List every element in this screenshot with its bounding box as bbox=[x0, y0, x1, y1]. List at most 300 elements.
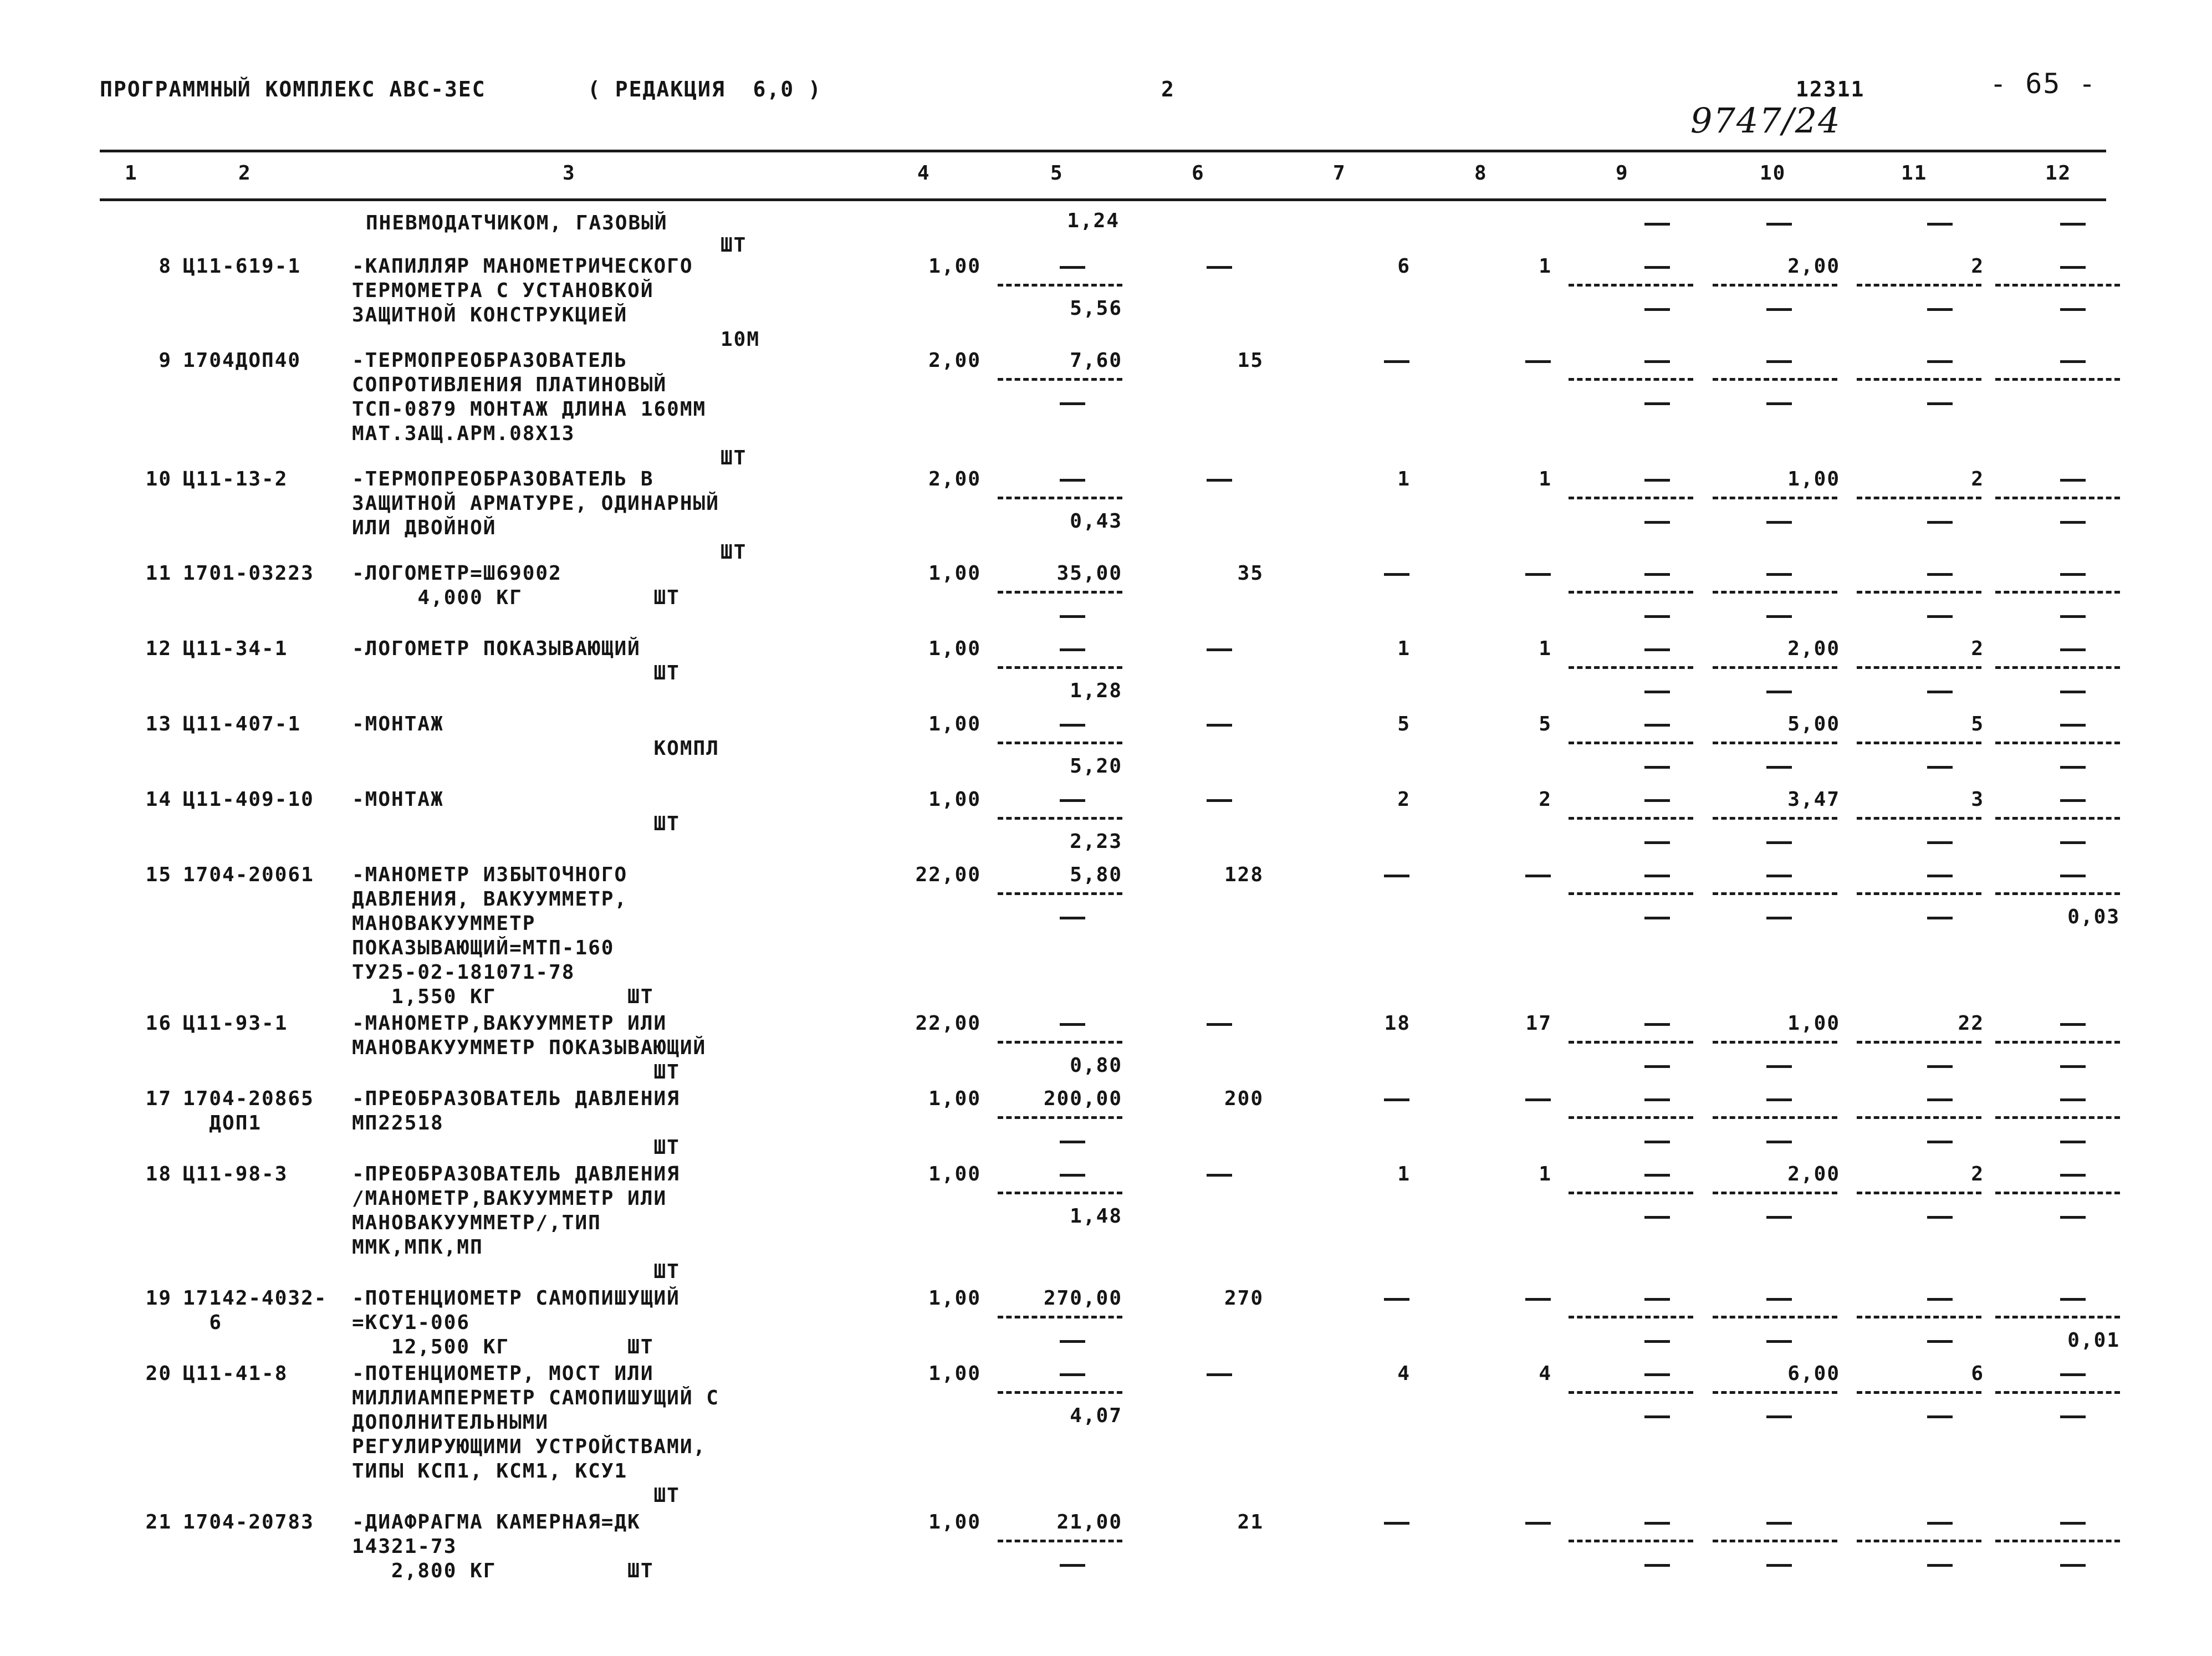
row-16-col7: 18 bbox=[1384, 1012, 1411, 1035]
row-9-description: МАТ.ЗАЩ.АРМ.08Х13 bbox=[352, 422, 575, 445]
row-11-description: -ЛОГОМЕТР=Ш69002 bbox=[352, 562, 562, 585]
page-number: - 65 - bbox=[1990, 68, 2097, 100]
row-10-c11-rule bbox=[1857, 497, 1981, 499]
header-rule-bottom bbox=[100, 198, 2106, 201]
row-15-c12-dash bbox=[2060, 875, 2086, 877]
column-header-8: 8 bbox=[1474, 162, 1488, 185]
row-17-c11-dash bbox=[1927, 1098, 1953, 1101]
row-19-description: 12,500 КГ ШТ bbox=[352, 1336, 654, 1358]
row-11-c12-dash bbox=[2060, 573, 2086, 576]
row-13-col6-dash bbox=[1207, 724, 1232, 727]
row-13-c12b-dash bbox=[2060, 766, 2086, 769]
row-8-col5-rule bbox=[998, 284, 1122, 287]
row-19-c10-rule bbox=[1713, 1316, 1837, 1318]
row-13-description: -МОНТАЖ bbox=[352, 713, 444, 735]
row-20-col6-dash bbox=[1207, 1373, 1232, 1376]
row-18-c12b-dash bbox=[2060, 1216, 2086, 1219]
row-20-c12-dash bbox=[2060, 1373, 2086, 1376]
row-9-c10-rule bbox=[1713, 378, 1837, 381]
row-14-col5-sub: 2,23 bbox=[1070, 830, 1122, 853]
row-10-description: ИЛИ ДВОЙНОЙ bbox=[352, 517, 497, 539]
row-14-col5-rule bbox=[998, 817, 1122, 820]
row-14-description: ШТ bbox=[352, 812, 680, 835]
row-19-c9b-dash bbox=[1644, 1340, 1670, 1343]
row-20-number: 20 bbox=[145, 1362, 172, 1385]
continuation-c10-dash bbox=[1766, 223, 1792, 226]
row-11-c10-dash bbox=[1766, 573, 1792, 576]
row-15-c10b-dash bbox=[1766, 917, 1792, 919]
row-21-col6: 21 bbox=[1237, 1511, 1264, 1534]
row-14-c10b-dash bbox=[1766, 841, 1792, 844]
row-8-number: 8 bbox=[159, 255, 172, 278]
column-header-3: 3 bbox=[563, 162, 576, 185]
row-11-col5-rule bbox=[998, 591, 1122, 594]
section-number: 2 bbox=[1161, 77, 1175, 101]
row-21-c12b-dash bbox=[2060, 1564, 2086, 1567]
row-21-c10-dash bbox=[1766, 1522, 1792, 1525]
row-8-description: -КАПИЛЛЯР МАНОМЕТРИЧЕСКОГО bbox=[352, 255, 693, 278]
row-10-c12-rule bbox=[1995, 497, 2120, 499]
row-13-col5-sub: 5,20 bbox=[1070, 755, 1122, 778]
row-14-col8: 2 bbox=[1539, 788, 1552, 811]
row-17-col5-sub-dash bbox=[1060, 1141, 1085, 1143]
row-9-number: 9 bbox=[159, 349, 172, 372]
row-14-c9-rule bbox=[1569, 817, 1693, 820]
row-21-col5-sub-dash bbox=[1060, 1564, 1085, 1567]
row-11-code: 1701-03223 bbox=[183, 562, 314, 585]
row-10-col4: 2,00 bbox=[928, 468, 981, 490]
row-8-c9-rule bbox=[1569, 284, 1693, 287]
row-17-c12-rule bbox=[1995, 1116, 2120, 1119]
row-19-c10b-dash bbox=[1766, 1340, 1792, 1343]
row-20-c11: 6 bbox=[1971, 1362, 1984, 1385]
row-9-col5-rule bbox=[998, 378, 1122, 381]
row-14-description: -МОНТАЖ bbox=[352, 788, 444, 811]
row-14-c9b-dash bbox=[1644, 841, 1670, 844]
column-header-10: 10 bbox=[1760, 162, 1786, 185]
row-15-description: ТУ25-02-181071-78 bbox=[352, 961, 575, 984]
row-20-c10b-dash bbox=[1766, 1415, 1792, 1418]
row-10-code: Ц11-13-2 bbox=[183, 468, 288, 490]
row-8-c10: 2,00 bbox=[1787, 255, 1840, 278]
row-12-c12-dash bbox=[2060, 648, 2086, 651]
row-16-c11-rule bbox=[1857, 1041, 1981, 1044]
header-rule-top bbox=[100, 150, 2106, 152]
row-11-number: 11 bbox=[145, 562, 172, 585]
row-20-c12b-dash bbox=[2060, 1415, 2086, 1418]
row-9-col4: 2,00 bbox=[928, 349, 981, 372]
row-18-c11: 2 bbox=[1971, 1163, 1984, 1185]
row-10-c10b-dash bbox=[1766, 521, 1792, 524]
row-12-col5-rule bbox=[998, 666, 1122, 669]
row-19-col4: 1,00 bbox=[928, 1287, 981, 1310]
row-21-c12-rule bbox=[1995, 1540, 2120, 1542]
row-16-col5-rule bbox=[998, 1041, 1122, 1044]
row-19-col5-rule bbox=[998, 1316, 1122, 1318]
row-9-c12-dash bbox=[2060, 360, 2086, 363]
row-9-description: ТСП-0879 МОНТАЖ ДЛИНА 160ММ bbox=[352, 398, 707, 421]
row-9-c10b-dash bbox=[1766, 402, 1792, 405]
row-21-c11-dash bbox=[1927, 1522, 1953, 1525]
row-20-description: РЕГУЛИРУЮЩИМИ УСТРОЙСТВАМИ, bbox=[352, 1435, 707, 1458]
row-14-c11b-dash bbox=[1927, 841, 1953, 844]
row-16-c12-dash bbox=[2060, 1023, 2086, 1026]
row-17-c9b-dash bbox=[1644, 1141, 1670, 1143]
row-12-c10: 2,00 bbox=[1787, 637, 1840, 660]
row-13-c9b-dash bbox=[1644, 766, 1670, 769]
row-11-c9b-dash bbox=[1644, 615, 1670, 618]
row-8-description: ТЕРМОМЕТРА С УСТАНОВКОЙ bbox=[352, 279, 654, 302]
row-19-col5: 270,00 bbox=[1043, 1287, 1122, 1310]
row-15-description: МАНОВАКУУММЕТР bbox=[352, 912, 536, 935]
row-15-c10-dash bbox=[1766, 875, 1792, 877]
row-8-c12-rule bbox=[1995, 284, 2120, 287]
row-11-c11b-dash bbox=[1927, 615, 1953, 618]
row-15-col5: 5,80 bbox=[1070, 863, 1122, 886]
row-15-col6: 128 bbox=[1224, 863, 1264, 886]
row-21-c9b-dash bbox=[1644, 1564, 1670, 1567]
row-17-description: ШТ bbox=[352, 1136, 680, 1159]
row-12-col4: 1,00 bbox=[928, 637, 981, 660]
row-17-col7-dash bbox=[1384, 1098, 1409, 1101]
row-16-description: -МАНОМЕТР,ВАКУУММЕТР ИЛИ bbox=[352, 1012, 667, 1035]
row-9-col6: 15 bbox=[1237, 349, 1264, 372]
row-12-c12b-dash bbox=[2060, 691, 2086, 693]
row-21-col7-dash bbox=[1384, 1522, 1409, 1525]
row-9-c11-rule bbox=[1857, 378, 1981, 381]
row-9-col5-sub-dash bbox=[1060, 402, 1085, 405]
row-9-unit: 10М bbox=[721, 328, 760, 351]
row-20-col7: 4 bbox=[1397, 1362, 1411, 1385]
row-12-c12-rule bbox=[1995, 666, 2120, 669]
row-18-c12-rule bbox=[1995, 1192, 2120, 1194]
row-10-c9-dash bbox=[1644, 479, 1670, 482]
row-8-col8: 1 bbox=[1539, 255, 1552, 278]
row-16-c9-dash bbox=[1644, 1023, 1670, 1026]
row-21-c11-rule bbox=[1857, 1540, 1981, 1542]
row-20-c11b-dash bbox=[1927, 1415, 1953, 1418]
row-13-col5-rule bbox=[998, 742, 1122, 744]
row-16-c12-rule bbox=[1995, 1041, 2120, 1044]
row-14-col5-dash bbox=[1060, 799, 1085, 802]
row-13-col5-dash bbox=[1060, 724, 1085, 727]
row-21-col4: 1,00 bbox=[928, 1511, 981, 1534]
row-8-c9b-dash bbox=[1644, 308, 1670, 311]
row-12-col5-dash bbox=[1060, 648, 1085, 651]
row-13-col8: 5 bbox=[1539, 713, 1552, 735]
row-17-description: МП22518 bbox=[352, 1112, 444, 1134]
row-11-c10-rule bbox=[1713, 591, 1837, 594]
row-20-code: Ц11-41-8 bbox=[183, 1362, 288, 1385]
row-18-col7: 1 bbox=[1397, 1163, 1411, 1185]
row-9-description: СОПРОТИВЛЕНИЯ ПЛАТИНОВЫЙ bbox=[352, 374, 667, 396]
column-header-2: 2 bbox=[238, 162, 252, 185]
row-14-c11-rule bbox=[1857, 817, 1981, 820]
row-15-number: 15 bbox=[145, 863, 172, 886]
row-17-c10b-dash bbox=[1766, 1141, 1792, 1143]
row-18-col5-dash bbox=[1060, 1174, 1085, 1177]
row-16-c11b-dash bbox=[1927, 1065, 1953, 1068]
row-17-code: 1704-20865 bbox=[183, 1087, 314, 1110]
row-16-c11: 22 bbox=[1958, 1012, 1984, 1035]
document-code: 12311 bbox=[1796, 77, 1865, 101]
row-12-c10b-dash bbox=[1766, 691, 1792, 693]
row-15-col4: 22,00 bbox=[915, 863, 981, 886]
row-20-c12-rule bbox=[1995, 1391, 2120, 1394]
column-header-11: 11 bbox=[1901, 162, 1928, 185]
row-12-col5-sub: 1,28 bbox=[1070, 679, 1122, 702]
row-16-c12b-dash bbox=[2060, 1065, 2086, 1068]
row-18-description: МАНОВАКУУММЕТР/,ТИП bbox=[352, 1212, 601, 1234]
row-16-c10: 1,00 bbox=[1787, 1012, 1840, 1035]
row-16-code: Ц11-93-1 bbox=[183, 1012, 288, 1035]
row-21-c10-rule bbox=[1713, 1540, 1837, 1542]
row-13-number: 13 bbox=[145, 713, 172, 735]
row-14-number: 14 bbox=[145, 788, 172, 811]
row-15-description: 1,550 КГ ШТ bbox=[352, 985, 654, 1008]
row-15-description: -МАНОМЕТР ИЗБЫТОЧНОГО bbox=[352, 863, 628, 886]
row-20-description: ДОПОЛНИТЕЛЬНЫМИ bbox=[352, 1411, 549, 1434]
row-18-col5-sub: 1,48 bbox=[1070, 1205, 1122, 1228]
row-11-col5: 35,00 bbox=[1056, 562, 1122, 585]
row-19-col6: 270 bbox=[1224, 1287, 1264, 1310]
row-11-c12-rule bbox=[1995, 591, 2120, 594]
row-17-col5: 200,00 bbox=[1043, 1087, 1122, 1110]
row-19-c9-dash bbox=[1644, 1298, 1670, 1301]
row-15-c9-dash bbox=[1644, 875, 1670, 877]
row-10-c9-rule bbox=[1569, 497, 1693, 499]
row-16-number: 16 bbox=[145, 1012, 172, 1035]
continuation-description: ПНЕВМОДАТЧИКОМ, ГАЗОВЫЙ bbox=[366, 212, 668, 234]
row-20-c10: 6,00 bbox=[1787, 1362, 1840, 1385]
row-17-col8-dash bbox=[1525, 1098, 1551, 1101]
row-20-col8: 4 bbox=[1539, 1362, 1552, 1385]
row-10-c10-rule bbox=[1713, 497, 1837, 499]
row-21-description: -ДИАФРАГМА КАМЕРНАЯ=ДК bbox=[352, 1511, 641, 1534]
row-16-c9b-dash bbox=[1644, 1065, 1670, 1068]
row-17-c9-rule bbox=[1569, 1116, 1693, 1119]
row-11-description: 4,000 КГ ШТ bbox=[352, 586, 680, 609]
row-17-c9-dash bbox=[1644, 1098, 1670, 1101]
row-13-c11: 5 bbox=[1971, 713, 1984, 735]
row-17-c10-dash bbox=[1766, 1098, 1792, 1101]
row-11-col6: 35 bbox=[1237, 562, 1264, 585]
row-12-col8: 1 bbox=[1539, 637, 1552, 660]
row-8-c10b-dash bbox=[1766, 308, 1792, 311]
row-16-col5-dash bbox=[1060, 1023, 1085, 1026]
row-9-col5: 7,60 bbox=[1070, 349, 1122, 372]
row-17-number: 17 bbox=[145, 1087, 172, 1110]
row-10-col7: 1 bbox=[1397, 468, 1411, 490]
row-18-description: ММК,МПК,МП bbox=[352, 1236, 483, 1259]
row-20-col4: 1,00 bbox=[928, 1362, 981, 1385]
row-8-c12b-dash bbox=[2060, 308, 2086, 311]
row-21-col5: 21,00 bbox=[1056, 1511, 1122, 1534]
row-17-col5-rule bbox=[998, 1116, 1122, 1119]
row-19-c12-dash bbox=[2060, 1298, 2086, 1301]
row-16-description: МАНОВАКУУММЕТР ПОКАЗЫВАЮЩИЙ bbox=[352, 1036, 707, 1059]
row-9-description: -ТЕРМОПРЕОБРАЗОВАТЕЛЬ bbox=[352, 349, 628, 372]
row-11-col8-dash bbox=[1525, 573, 1551, 576]
row-18-col5-rule bbox=[998, 1192, 1122, 1194]
row-19-c11-rule bbox=[1857, 1316, 1981, 1318]
row-14-col4: 1,00 bbox=[928, 788, 981, 811]
row-16-col6-dash bbox=[1207, 1023, 1232, 1026]
row-21-code: 1704-20783 bbox=[183, 1511, 314, 1534]
row-16-description: ШТ bbox=[352, 1061, 680, 1083]
row-11-c10b-dash bbox=[1766, 615, 1792, 618]
row-19-c12-rule bbox=[1995, 1316, 2120, 1318]
row-18-c10b-dash bbox=[1766, 1216, 1792, 1219]
row-15-c10-rule bbox=[1713, 892, 1837, 895]
row-14-col7: 2 bbox=[1397, 788, 1411, 811]
row-13-c11b-dash bbox=[1927, 766, 1953, 769]
row-14-col6-dash bbox=[1207, 799, 1232, 802]
row-18-c11b-dash bbox=[1927, 1216, 1953, 1219]
row-15-c12b: 0,03 bbox=[2067, 906, 2120, 928]
row-18-c10-rule bbox=[1713, 1192, 1837, 1194]
row-13-c10-rule bbox=[1713, 742, 1837, 744]
row-13-c12-rule bbox=[1995, 742, 2120, 744]
row-12-c9-dash bbox=[1644, 648, 1670, 651]
row-16-col5-sub: 0,80 bbox=[1070, 1054, 1122, 1077]
row-10-c10: 1,00 bbox=[1787, 468, 1840, 490]
row-9-c9-dash bbox=[1644, 360, 1670, 363]
row-14-c11: 3 bbox=[1971, 788, 1984, 811]
row-8-c11-rule bbox=[1857, 284, 1981, 287]
row-16-col4: 22,00 bbox=[915, 1012, 981, 1035]
row-10-unit: ШТ bbox=[721, 447, 747, 469]
row-18-c9-dash bbox=[1644, 1174, 1670, 1177]
column-header-9: 9 bbox=[1616, 162, 1629, 185]
row-15-col5-sub-dash bbox=[1060, 917, 1085, 919]
continuation-col5: 1,24 bbox=[1067, 209, 1120, 232]
row-8-description: ЗАЩИТНОЙ КОНСТРУКЦИЕЙ bbox=[352, 304, 628, 326]
row-9-c9-rule bbox=[1569, 378, 1693, 381]
continuation-c9-dash bbox=[1644, 223, 1670, 226]
row-10-c11: 2 bbox=[1971, 468, 1984, 490]
row-11-col5-sub-dash bbox=[1060, 615, 1085, 618]
row-14-c10: 3,47 bbox=[1787, 788, 1840, 811]
row-19-c10-dash bbox=[1766, 1298, 1792, 1301]
row-19-code: 17142-4032- bbox=[183, 1287, 328, 1310]
row-19-c12b: 0,01 bbox=[2067, 1329, 2120, 1352]
row-12-c11: 2 bbox=[1971, 637, 1984, 660]
row-17-col6: 200 bbox=[1224, 1087, 1264, 1110]
row-13-description: КОМПЛ bbox=[352, 737, 719, 760]
row-15-c12-rule bbox=[1995, 892, 2120, 895]
row-8-code: Ц11-619-1 bbox=[183, 255, 302, 278]
row-17-description: -ПРЕОБРАЗОВАТЕЛЬ ДАВЛЕНИЯ bbox=[352, 1087, 680, 1110]
row-12-c10-rule bbox=[1713, 666, 1837, 669]
row-21-c9-dash bbox=[1644, 1522, 1670, 1525]
row-9-code: 1704ДОП40 bbox=[183, 349, 302, 372]
row-10-c12-dash bbox=[2060, 479, 2086, 482]
row-13-c12-dash bbox=[2060, 724, 2086, 727]
row-16-c10b-dash bbox=[1766, 1065, 1792, 1068]
row-12-code: Ц11-34-1 bbox=[183, 637, 288, 660]
row-19-description: -ПОТЕНЦИОМЕТР САМОПИШУЩИЙ bbox=[352, 1287, 680, 1310]
row-8-c9-dash bbox=[1644, 266, 1670, 269]
column-header-4: 4 bbox=[917, 162, 931, 185]
row-21-c12-dash bbox=[2060, 1522, 2086, 1525]
row-14-c12b-dash bbox=[2060, 841, 2086, 844]
row-8-col6-dash bbox=[1207, 266, 1232, 269]
row-15-col8-dash bbox=[1525, 875, 1551, 877]
row-10-col5-sub: 0,43 bbox=[1070, 510, 1122, 533]
row-11-c11-dash bbox=[1927, 573, 1953, 576]
row-19-description: =КСУ1-006 bbox=[352, 1311, 471, 1334]
row-11-unit: ШТ bbox=[721, 541, 747, 564]
row-8-c10-rule bbox=[1713, 284, 1837, 287]
row-8-col7: 6 bbox=[1397, 255, 1411, 278]
row-20-c9-rule bbox=[1569, 1391, 1693, 1394]
row-18-description: ШТ bbox=[352, 1260, 680, 1283]
row-21-c10b-dash bbox=[1766, 1564, 1792, 1567]
row-13-col7: 5 bbox=[1397, 713, 1411, 735]
row-8-col5-dash bbox=[1060, 266, 1085, 269]
row-20-col5-rule bbox=[998, 1391, 1122, 1394]
row-12-col6-dash bbox=[1207, 648, 1232, 651]
row-15-col7-dash bbox=[1384, 875, 1409, 877]
row-10-c11b-dash bbox=[1927, 521, 1953, 524]
program-title: ПРОГРАММНЫЙ КОМПЛЕКС АВС-3ЕС bbox=[100, 77, 486, 101]
row-10-col5-rule bbox=[998, 497, 1122, 499]
row-20-description: МИЛЛИАМПЕРМЕТР САМОПИШУЩИЙ С bbox=[352, 1387, 719, 1409]
row-18-c11-rule bbox=[1857, 1192, 1981, 1194]
row-17-c10-rule bbox=[1713, 1116, 1837, 1119]
row-12-description: ШТ bbox=[352, 662, 680, 684]
row-10-description: ЗАЩИТНОЙ АРМАТУРЕ, ОДИНАРНЫЙ bbox=[352, 492, 719, 515]
row-15-c11-rule bbox=[1857, 892, 1981, 895]
column-header-7: 7 bbox=[1333, 162, 1346, 185]
row-10-col6-dash bbox=[1207, 479, 1232, 482]
row-8-c12-dash bbox=[2060, 266, 2086, 269]
row-21-description: 14321-73 bbox=[352, 1535, 457, 1558]
row-10-c12b-dash bbox=[2060, 521, 2086, 524]
row-15-c11b-dash bbox=[1927, 917, 1953, 919]
row-13-c9-rule bbox=[1569, 742, 1693, 744]
row-18-number: 18 bbox=[145, 1163, 172, 1185]
row-18-c9b-dash bbox=[1644, 1216, 1670, 1219]
row-10-col5-dash bbox=[1060, 479, 1085, 482]
row-13-c10: 5,00 bbox=[1787, 713, 1840, 735]
row-20-c9b-dash bbox=[1644, 1415, 1670, 1418]
row-13-col4: 1,00 bbox=[928, 713, 981, 735]
row-18-col8: 1 bbox=[1539, 1163, 1552, 1185]
row-19-col8-dash bbox=[1525, 1298, 1551, 1301]
row-12-c11b-dash bbox=[1927, 691, 1953, 693]
row-14-c12-rule bbox=[1995, 817, 2120, 820]
row-12-description: -ЛОГОМЕТР ПОКАЗЫВАЮЩИЙ bbox=[352, 637, 641, 660]
row-11-c11-rule bbox=[1857, 591, 1981, 594]
row-12-c9-rule bbox=[1569, 666, 1693, 669]
row-21-number: 21 bbox=[145, 1511, 172, 1534]
row-11-c9-rule bbox=[1569, 591, 1693, 594]
row-15-description: ДАВЛЕНИЯ, ВАКУУММЕТР, bbox=[352, 888, 628, 911]
row-9-c11-dash bbox=[1927, 360, 1953, 363]
row-18-col4: 1,00 bbox=[928, 1163, 981, 1185]
row-17-c12-dash bbox=[2060, 1098, 2086, 1101]
handwritten-note: 9747/24 bbox=[1690, 100, 1841, 141]
column-header-1: 1 bbox=[125, 162, 138, 185]
row-12-c9b-dash bbox=[1644, 691, 1670, 693]
row-8-col4: 1,00 bbox=[928, 255, 981, 278]
row-20-col5-dash bbox=[1060, 1373, 1085, 1376]
column-header-5: 5 bbox=[1050, 162, 1064, 185]
row-10-number: 10 bbox=[145, 468, 172, 490]
row-16-col8: 17 bbox=[1525, 1012, 1552, 1035]
